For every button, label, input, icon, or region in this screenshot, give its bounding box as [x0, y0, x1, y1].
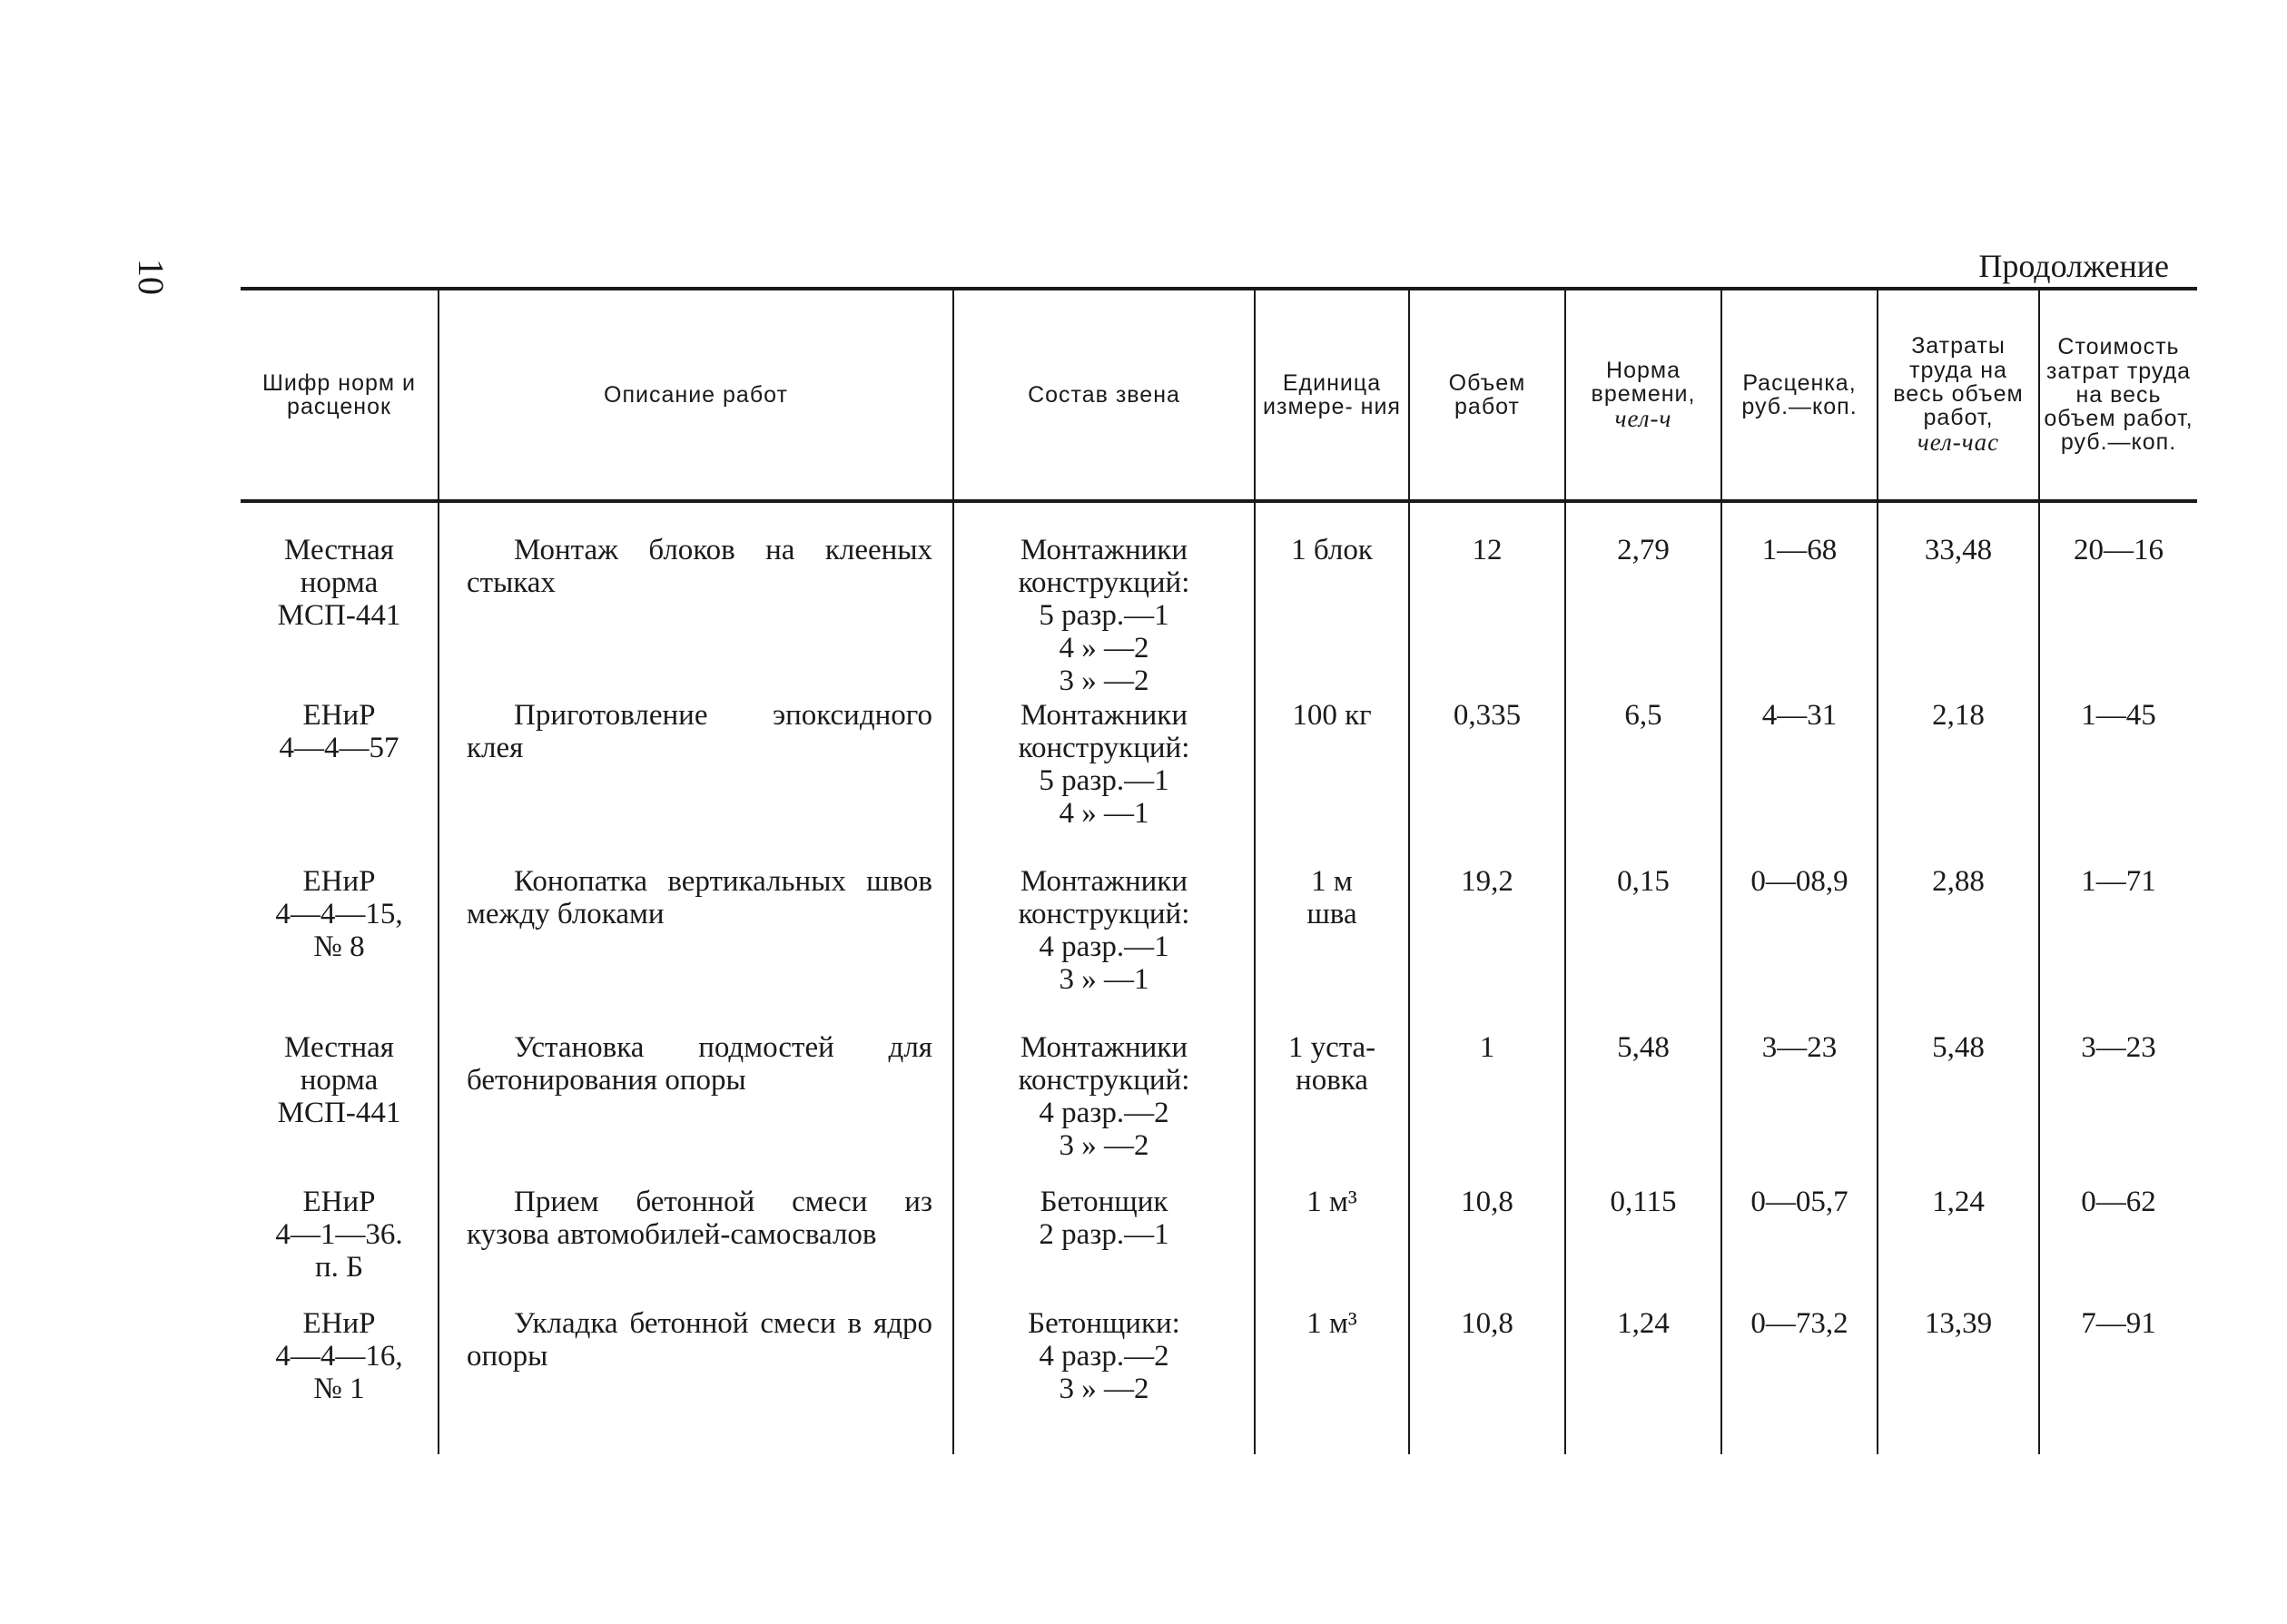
cell-code	[241, 1186, 439, 1307]
crew-line: конструкций:	[1018, 898, 1190, 930]
table-row	[241, 501, 2197, 699]
norms-table	[241, 287, 2197, 1454]
code-line: п. Б	[314, 1251, 364, 1284]
norms-table-container	[241, 287, 2197, 1454]
cell-volume: 10,8	[1409, 1307, 1565, 1454]
crew-line: 5 разр.—1	[1039, 764, 1169, 797]
header-labor-total-label: Затраты труда на весь объем работ,	[1893, 333, 2024, 431]
crew-line: 3 » —2	[1059, 1129, 1149, 1162]
cell-description: Конопатка вертикальных швов между блоками	[439, 865, 953, 1031]
cell-rate: 0—73,2	[1721, 1307, 1878, 1454]
cell-description: Укладка бетонной смеси в ядро опоры	[439, 1307, 953, 1454]
cell-code	[241, 1031, 439, 1186]
header-norm-time-label: Норма времени,	[1591, 357, 1696, 407]
cell-cost-total: 1—71	[2039, 865, 2197, 1031]
code-line: № 1	[313, 1373, 365, 1405]
table-row	[241, 1031, 2197, 1186]
cell-labor-total: 1,24	[1878, 1186, 2039, 1307]
cell-rate: 0—08,9	[1721, 865, 1878, 1031]
crew-line: конструкций:	[1018, 1064, 1190, 1097]
cell-labor-total: 5,48	[1878, 1031, 2039, 1186]
unit-line: 1 блок	[1291, 534, 1373, 566]
header-code: Шифр норм и расценок	[241, 289, 439, 501]
header-labor-total-unit: чел-час	[1917, 428, 2000, 457]
unit-line: 1 м	[1311, 865, 1353, 898]
cell-rate: 4—31	[1721, 699, 1878, 865]
code-line: ЕНиР	[302, 1186, 376, 1218]
cell-norm-time: 5,48	[1565, 1031, 1721, 1186]
code-line: 4—4—15,	[275, 898, 403, 930]
crew-line: 4 » —1	[1059, 797, 1149, 830]
code-line: ЕНиР	[302, 699, 376, 732]
table-row	[241, 1307, 2197, 1454]
cell-code	[241, 501, 439, 699]
cell-unit	[1255, 699, 1409, 865]
cell-volume: 10,8	[1409, 1186, 1565, 1307]
cell-crew	[953, 1186, 1255, 1307]
code-line: ЕНиР	[302, 865, 376, 898]
crew-line: Бетонщик	[1040, 1186, 1168, 1218]
cell-norm-time: 2,79	[1565, 501, 1721, 699]
cell-rate: 0—05,7	[1721, 1186, 1878, 1307]
cell-description: Приготовление эпоксидного клея	[439, 699, 953, 865]
cell-unit	[1255, 1031, 1409, 1186]
crew-line: 3 » —2	[1059, 664, 1149, 697]
header-labor-total	[1878, 289, 2039, 501]
header-unit: Единица измере- ния	[1255, 289, 1409, 501]
unit-line: 1 м³	[1306, 1186, 1357, 1218]
unit-line: 1 уста-	[1287, 1031, 1376, 1064]
code-line: норма	[300, 1064, 379, 1097]
cell-description: Установка подмостей для бетонирования опоры	[439, 1031, 953, 1186]
cell-volume: 19,2	[1409, 865, 1565, 1031]
code-line: ЕНиР	[302, 1307, 376, 1340]
crew-line: конструкций:	[1018, 732, 1190, 764]
cell-crew	[953, 1031, 1255, 1186]
cell-cost-total: 0—62	[2039, 1186, 2197, 1307]
cell-description: Монтаж блоков на клееных стыках	[439, 501, 953, 699]
cell-cost-total: 7—91	[2039, 1307, 2197, 1454]
code-line: Местная	[284, 1031, 394, 1064]
cell-code	[241, 1307, 439, 1454]
crew-line: 2 разр.—1	[1039, 1218, 1169, 1251]
table-row	[241, 699, 2197, 865]
cell-unit	[1255, 1307, 1409, 1454]
cell-labor-total: 2,18	[1878, 699, 2039, 865]
crew-line: Монтажники	[1020, 865, 1188, 898]
code-line: № 8	[313, 930, 365, 963]
crew-line: Бетонщики:	[1028, 1307, 1180, 1340]
cell-code	[241, 865, 439, 1031]
crew-line: 4 » —2	[1059, 632, 1149, 664]
cell-cost-total: 3—23	[2039, 1031, 2197, 1186]
header-norm-time-unit: чел-ч	[1614, 405, 1672, 433]
continuation-label: Продолжение	[1978, 248, 2169, 284]
cell-cost-total: 20—16	[2039, 501, 2197, 699]
page-number: 10	[131, 259, 172, 295]
cell-crew	[953, 501, 1255, 699]
crew-line: 4 разр.—1	[1039, 930, 1169, 963]
header-rate: Расценка, руб.—коп.	[1721, 289, 1878, 501]
header-norm-time	[1565, 289, 1721, 501]
cell-volume: 0,335	[1409, 699, 1565, 865]
crew-line: 4 разр.—2	[1039, 1340, 1169, 1373]
cell-crew	[953, 865, 1255, 1031]
cell-rate: 1—68	[1721, 501, 1878, 699]
cell-unit	[1255, 865, 1409, 1031]
code-line: 4—4—16,	[275, 1340, 403, 1373]
crew-line: Монтажники	[1020, 699, 1188, 732]
cell-description: Прием бетонной смеси из кузова автомобилей-самосвалов	[439, 1186, 953, 1307]
code-line: норма	[300, 566, 379, 599]
header-description: Описание работ	[439, 289, 953, 501]
crew-line: Монтажники	[1020, 1031, 1188, 1064]
code-line: 4—1—36.	[275, 1218, 403, 1251]
header-crew: Состав звена	[953, 289, 1255, 501]
crew-line: 3 » —1	[1059, 963, 1149, 996]
cell-volume: 12	[1409, 501, 1565, 699]
code-line: 4—4—57	[279, 732, 399, 764]
crew-line: конструкций:	[1018, 566, 1190, 599]
cell-labor-total: 33,48	[1878, 501, 2039, 699]
table-row	[241, 1186, 2197, 1307]
cell-cost-total: 1—45	[2039, 699, 2197, 865]
crew-line: Монтажники	[1020, 534, 1188, 566]
crew-line: 3 » —2	[1059, 1373, 1149, 1405]
cell-labor-total: 13,39	[1878, 1307, 2039, 1454]
cell-crew	[953, 1307, 1255, 1454]
unit-line: 1 м³	[1306, 1307, 1357, 1340]
cell-norm-time: 0,115	[1565, 1186, 1721, 1307]
crew-line: 5 разр.—1	[1039, 599, 1169, 632]
header-cost-total: Стоимость затрат труда на весь объем работ, руб.—коп.	[2039, 289, 2197, 501]
crew-line: 4 разр.—2	[1039, 1097, 1169, 1129]
table-header-row	[241, 289, 2197, 501]
cell-labor-total: 2,88	[1878, 865, 2039, 1031]
cell-norm-time: 1,24	[1565, 1307, 1721, 1454]
cell-rate: 3—23	[1721, 1031, 1878, 1186]
header-volume: Объем работ	[1409, 289, 1565, 501]
code-line: МСП-441	[277, 599, 401, 632]
cell-norm-time: 6,5	[1565, 699, 1721, 865]
unit-line: новка	[1296, 1064, 1368, 1097]
cell-volume: 1	[1409, 1031, 1565, 1186]
cell-unit	[1255, 1186, 1409, 1307]
cell-code	[241, 699, 439, 865]
code-line: МСП-441	[277, 1097, 401, 1129]
cell-crew	[953, 699, 1255, 865]
table-row	[241, 865, 2197, 1031]
cell-unit	[1255, 501, 1409, 699]
unit-line: 100 кг	[1292, 699, 1372, 732]
cell-norm-time: 0,15	[1565, 865, 1721, 1031]
code-line: Местная	[284, 534, 394, 566]
unit-line: шва	[1306, 898, 1357, 930]
